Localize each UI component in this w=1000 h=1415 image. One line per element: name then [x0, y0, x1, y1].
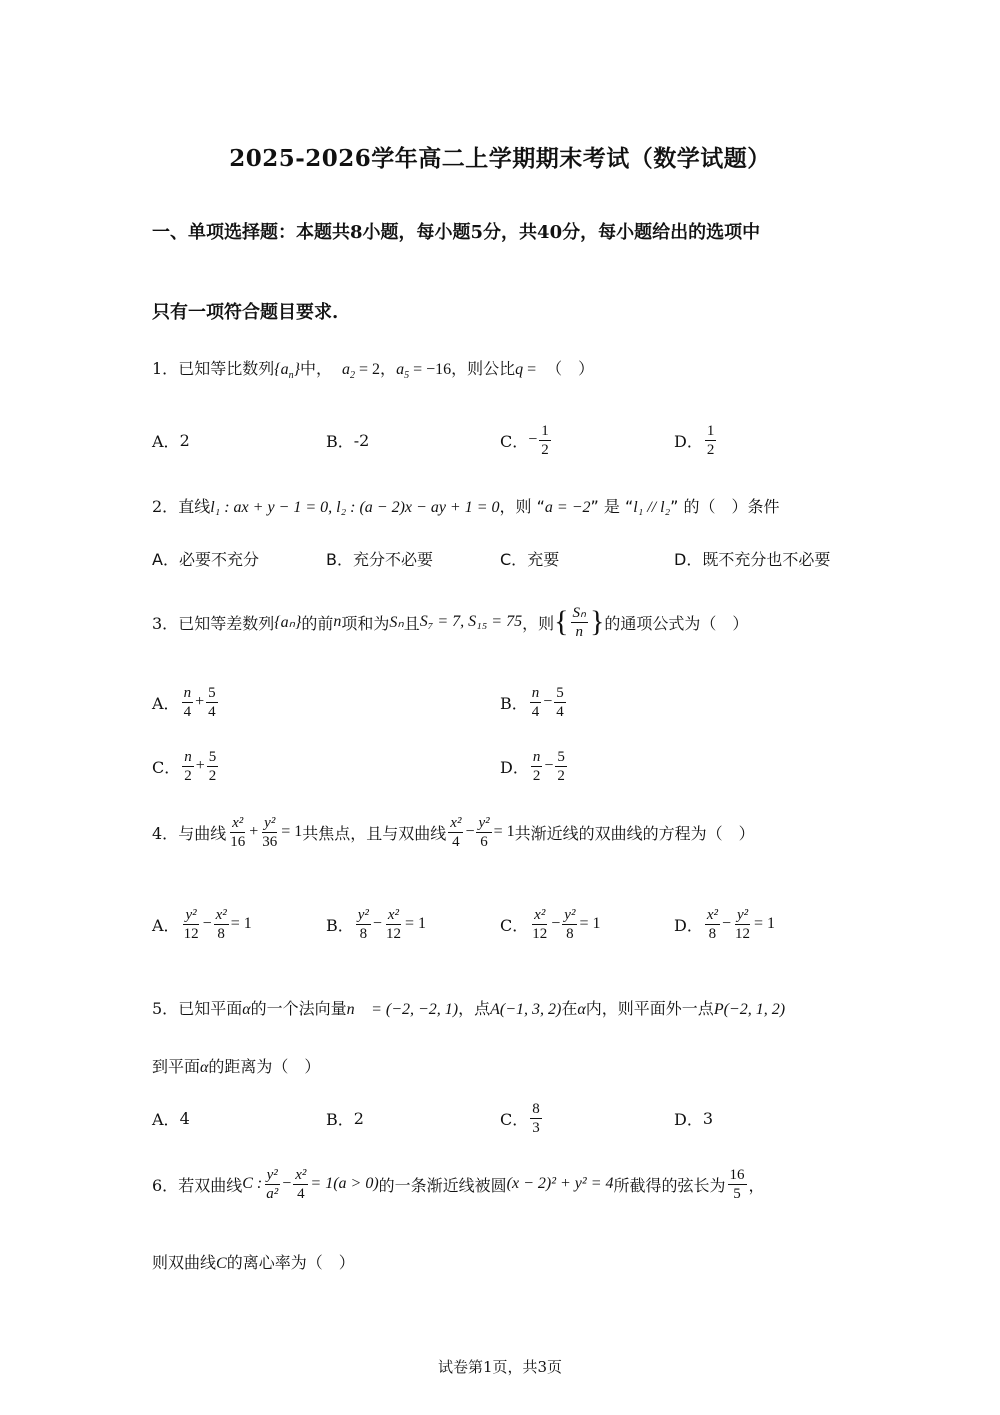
question-6-line2 — [152, 1250, 355, 1273]
question-text: 已知等比数列 — [178, 359, 275, 378]
question-text: 项和为 — [341, 613, 390, 633]
math-condition: = 1(a > 0) — [310, 1175, 379, 1192]
question-1 — [152, 356, 594, 381]
math-sequence: {aₙ} — [274, 614, 302, 631]
math-plane: α — [200, 1059, 209, 1076]
question-3-options-cd — [152, 744, 872, 788]
question-3-options-ab — [152, 680, 872, 724]
question-5-options — [152, 1096, 872, 1140]
math-hyperbola-name: C : — [242, 1175, 263, 1192]
question-5-line2 — [152, 1054, 320, 1077]
option-a[interactable]: A． 必要不充分 — [152, 549, 259, 569]
page-footer: 试卷第1页，共3页 — [437, 1358, 563, 1376]
page-title: 2025-2026学年高二上学期期末考试（数学试题） — [229, 145, 771, 172]
math-point-p: P(−2, 1, 2) — [713, 1001, 786, 1018]
question-text: ” 是 “ — [590, 497, 634, 516]
question-number: 1． — [152, 359, 179, 378]
option-b[interactable]: B． 2 — [326, 1108, 364, 1129]
question-3: 3． 已知等差数列 {aₙ} 的前 n 项和为 Sₙ 且 S₇ = 7, S₁₅ = 75 ，则 { $\frac{\text{Sₙ}}{n}$ } 的通项公式为（ ） — [152, 604, 749, 640]
question-text: 的离心率为（ ） — [226, 1253, 355, 1272]
math-sum: Sₙ — [389, 614, 404, 631]
option-a[interactable]: A． 2 — [152, 430, 190, 451]
question-text: 所截得的弦长为 — [613, 1175, 726, 1195]
question-text: ， — [748, 1175, 765, 1195]
option-a[interactable]: A． $\frac{\text{y²}}{12}$ − $\frac{\text{x²}}{8}$ = 1 — [152, 906, 252, 942]
section-heading-line1: 一、单项选择题：本题共8小题，每小题5分，共40分，每小题给出的选项中 — [152, 222, 761, 243]
question-text: 则双曲线 — [152, 1253, 217, 1272]
math-hyperbola: $\frac{\text{x²}}{4}$ — [450, 814, 462, 850]
right-brace: } — [589, 605, 605, 638]
question-text: 共焦点，且与双曲线 — [302, 823, 447, 843]
option-b[interactable]: B． $\frac{\text{y²}}{8}$ − $\frac{\text{x²}}{12}$ = 1 — [326, 906, 426, 942]
question-1-options — [152, 420, 872, 460]
question-text: 共渐近线的双曲线的方程为（ ） — [514, 823, 755, 843]
question-text: 内，则平面外一点 — [585, 999, 714, 1018]
question-number: 4． — [152, 823, 179, 843]
option-d[interactable]: D． 既不充分也不必要 — [674, 549, 831, 569]
math-sequence: $\{a_n\}$ — [274, 361, 301, 382]
math-ratio: q = — [515, 361, 537, 378]
question-text: ，则 “ — [499, 497, 545, 516]
question-text: 已知等差数列 — [178, 613, 275, 633]
option-a[interactable]: A． $\frac{n}{4}$ + $\frac{5}{4}$ — [152, 684, 216, 720]
math-circle: (x − 2)² + y² = 4 — [506, 1175, 614, 1192]
question-text: 与曲线 — [178, 823, 227, 843]
math-parallel: l₁ // l₂ — [633, 499, 671, 516]
question-number: 6． — [152, 1175, 179, 1195]
question-text: 在 — [561, 999, 578, 1018]
question-text: 到平面 — [152, 1057, 201, 1076]
option-b[interactable]: B． -2 — [326, 430, 370, 451]
option-b[interactable]: B． 充分不必要 — [326, 549, 433, 569]
option-c[interactable]: C． $\frac{n}{2}$ + $\frac{5}{2}$ — [152, 748, 217, 784]
question-6: 6． 若双曲线 C : $\frac{\text{y²}}{\text{a²}}$ − $\frac{\text{x²}}{4}$ = 1(a > 0) 的一条渐近线被圆 (x − 2)² + y² = 4 所截得的弦长为 $\frac{16}{5}$ ， — [152, 1166, 765, 1202]
option-c[interactable]: C． $\frac{8}{3}$ — [500, 1100, 540, 1136]
option-d[interactable]: D． $\frac{\text{x²}}{8}$ − $\frac{\text{y²}}{12}$ = 1 — [674, 906, 776, 942]
question-text: ” 的（ ）条件 — [670, 497, 780, 516]
question-number: 5． — [152, 999, 179, 1018]
option-a[interactable]: A． 4 — [152, 1108, 190, 1129]
math-ellipse: $\frac{\text{x²}}{16}$ — [230, 814, 246, 850]
question-text: 直线 — [178, 497, 211, 516]
question-text: ，点 — [458, 999, 491, 1018]
option-c[interactable]: C． − $\frac{1}{2}$ — [500, 422, 549, 458]
option-c[interactable]: C． 充要 — [500, 549, 560, 569]
math-condition: $a_2 = 2$，$a_5 = -16$ — [342, 361, 452, 382]
option-d[interactable]: D． $\frac{n}{2}$ − $\frac{5}{2}$ — [500, 748, 565, 784]
option-c[interactable]: C． $\frac{\text{x²}}{12}$ − $\frac{\text{y²}}{8}$ = 1 — [500, 906, 601, 942]
math-point-a: A(−1, 3, 2) — [490, 1001, 562, 1018]
option-b[interactable]: B． $\frac{n}{4}$ − $\frac{5}{4}$ — [500, 684, 564, 720]
question-text: ，则公比 — [451, 359, 516, 378]
question-text: 若双曲线 — [178, 1175, 243, 1195]
question-text: 已知平面 — [178, 999, 243, 1018]
question-text: 且 — [403, 613, 420, 633]
math-plane: α — [242, 1001, 251, 1018]
question-text: 的通项公式为（ ） — [604, 613, 749, 633]
left-brace: { — [554, 605, 569, 638]
option-d[interactable]: D． $\frac{1}{2}$ — [674, 422, 715, 458]
question-number: 3． — [152, 613, 179, 633]
question-2 — [152, 494, 780, 517]
math-plane: α — [577, 1001, 586, 1018]
math-lines: l₁ : ax + y − 1 = 0, l₂ : (a − 2)x − ay + 1 = 0 — [210, 499, 500, 516]
math-n: n — [333, 613, 342, 630]
question-5 — [152, 996, 785, 1019]
math-condition: S₇ = 7, S₁₅ = 75 — [419, 613, 523, 630]
option-d[interactable]: D． 3 — [674, 1108, 714, 1129]
question-4-options — [152, 900, 872, 948]
math-chord-length: $\frac{16}{5}$ — [729, 1166, 745, 1202]
question-text: 中， — [300, 359, 333, 378]
math-hyperbola-name: C — [216, 1255, 227, 1272]
question-text: 的前 — [301, 613, 334, 633]
question-text: 的一个法向量 — [250, 999, 347, 1018]
question-text: 的一条渐近线被圆 — [378, 1175, 507, 1195]
question-4: 4． 与曲线 $\frac{\text{x²}}{16}$ + $\frac{\text{y²}}{36}$ = 1 共焦点，且与双曲线 $\frac{\text{x²}}{4}$ − $\frac{\text{y²}}{6}$ = 1 共渐近线的双曲线的方程为（ ） — [152, 814, 755, 850]
question-text: 的距离为（ ） — [208, 1057, 321, 1076]
answer-blank: （ ） — [546, 359, 595, 378]
section-heading-line2: 只有一项符合题目要求. — [152, 302, 339, 323]
question-number: 2． — [152, 497, 179, 516]
math-normal-vector: n⃗ = (−2, −2, 1) — [346, 1001, 459, 1018]
question-2-options — [152, 538, 872, 578]
math-condition: a = −2 — [544, 499, 591, 516]
question-text: ，则 — [522, 613, 555, 633]
